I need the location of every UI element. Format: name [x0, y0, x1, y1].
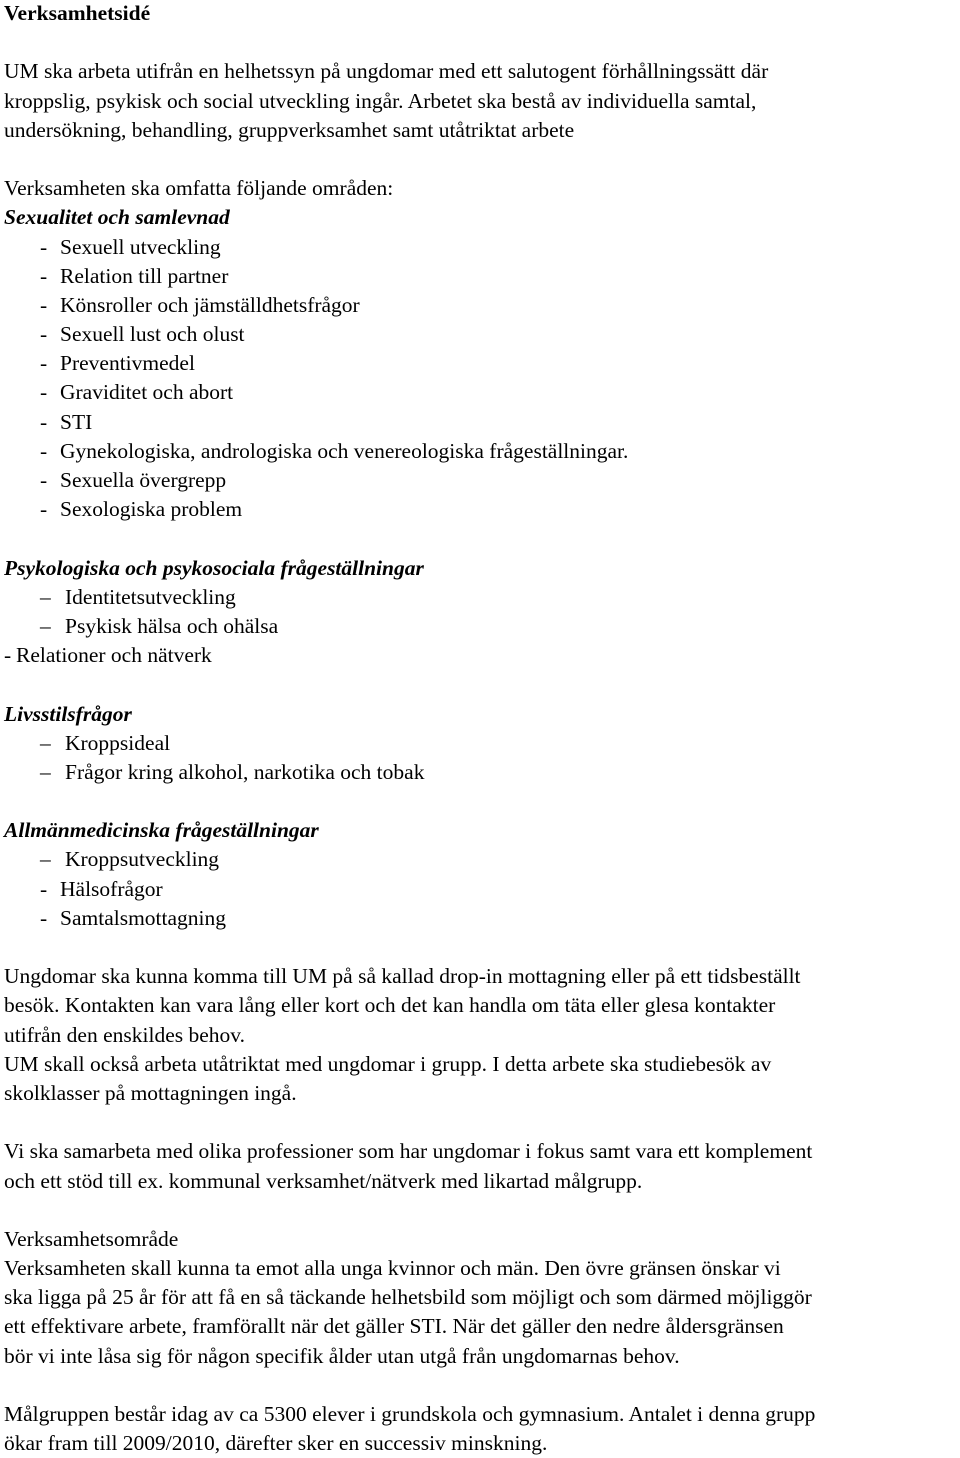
paragraph-line: Ungdomar ska kunna komma till UM på så kallad drop-in mottagning eller på ett tidsbeställt — [4, 964, 801, 989]
area-title: Verksamhetsområde — [4, 1226, 179, 1251]
section-heading: Allmänmedicinska frågeställningar — [4, 818, 319, 843]
spacer — [4, 1108, 960, 1137]
list-item — [4, 729, 960, 758]
spacer — [4, 524, 960, 553]
list-item — [4, 466, 960, 495]
paragraph-line: ökar fram till 2009/2010, därefter sker en successiv minskning. — [4, 1431, 548, 1456]
list-item-text: Samtalsmottagning — [60, 905, 227, 930]
paragraph-line: ska ligga på 25 år för att få en så täckande helhetsbild som möjligt och som därmed möjliggör — [4, 1285, 812, 1310]
paragraph-line: Verksamheten skall kunna ta emot alla unga kvinnor och män. Den övre gränsen önskar vi — [4, 1256, 781, 1281]
paragraph-line: Vi ska samarbeta med olika professioner som har ungdomar i fokus samt vara ett komplement — [4, 1139, 813, 1164]
section-heading: Psykologiska och psykosociala frågeställningar — [4, 555, 424, 580]
paragraph-line: Målgruppen består idag av ca 5300 elever i grundskola och gymnasium. Antalet i denna grupp — [4, 1402, 816, 1426]
list-item — [4, 320, 960, 349]
paragraph-line: undersökning, behandling, gruppverksamhet samt utåtriktat arbete — [4, 117, 575, 142]
spacer — [4, 787, 960, 816]
list-item-text: Sexuell lust och olust — [60, 322, 245, 347]
list-dash: - — [40, 876, 48, 901]
section-sexualitet — [4, 203, 960, 524]
target-paragraph — [4, 1400, 960, 1458]
cooperation-paragraph — [4, 1137, 960, 1195]
paragraph-line: besök. Kontakten kan vara lång eller kort och det kan handla om täta eller glesa kontakter — [4, 993, 776, 1018]
paragraph-line: utifrån den enskildes behov. — [4, 1022, 246, 1047]
paragraph-line: skolklasser på mottagningen ingå. — [4, 1080, 297, 1105]
list-item-text: Frågor kring alkohol, narkotika och tobak — [65, 759, 425, 784]
list-dash: – — [40, 730, 51, 755]
section-heading: Livsstilsfrågor — [4, 701, 132, 726]
list-item — [4, 408, 960, 437]
list-item — [4, 291, 960, 320]
spacer — [4, 28, 960, 57]
list-item-text: STI — [60, 409, 93, 434]
spacer — [4, 933, 960, 962]
section-allmanmedicinska — [4, 816, 960, 933]
list-item — [4, 349, 960, 378]
section-heading: Sexualitet och samlevnad — [4, 205, 230, 230]
list-dash: - — [40, 263, 48, 288]
list-dash: - — [40, 234, 48, 259]
spacer — [4, 670, 960, 699]
list-item-text: Sexuell utveckling — [60, 234, 221, 259]
section-psykologiska — [4, 554, 960, 671]
list-item — [4, 378, 960, 407]
list-item — [4, 612, 960, 641]
list-dash: – — [40, 613, 51, 638]
list-item — [4, 904, 960, 933]
list-dash: – — [40, 847, 51, 872]
list-item — [4, 495, 960, 524]
list-item — [4, 845, 960, 874]
list-dash: – — [40, 584, 51, 609]
list-dash: - — [40, 438, 48, 463]
list-item-text: Preventivmedel — [60, 351, 195, 376]
list-item — [4, 262, 960, 291]
paragraph-line: UM ska arbeta utifrån en helhetssyn på ungdomar med ett salutogent förhållningssätt där — [4, 59, 769, 84]
document-page — [4, 0, 960, 1458]
document-title: Verksamhetsidé — [4, 1, 151, 25]
spacer — [4, 145, 960, 174]
list-item-text: Könsroller och jämställdhetsfrågor — [60, 292, 360, 317]
list-item-text: Relation till partner — [60, 263, 229, 288]
spacer — [4, 1196, 960, 1225]
spacer — [4, 1371, 960, 1400]
paragraph-line: och ett stöd till ex. kommunal verksamhet/nätverk med likartad målgrupp. — [4, 1168, 643, 1193]
paragraph-line: bör vi inte låsa sig för någon specifik ålder utan utgå från ungdomarnas behov. — [4, 1343, 680, 1368]
list-item-text: Hälsofrågor — [60, 876, 163, 901]
list-item-text: Kroppsutveckling — [65, 847, 220, 872]
list-item — [4, 437, 960, 466]
list-item-text: Sexuella övergrepp — [60, 468, 227, 492]
paragraph-line: ett effektivare arbete, framförallt när det gäller STI. När det gäller den nedre åldersgränsen — [4, 1314, 784, 1339]
list-dash: - — [40, 351, 48, 376]
list-item — [4, 233, 960, 262]
list-dash: - — [40, 905, 48, 930]
list-dash: - — [4, 643, 12, 668]
dropin-paragraph — [4, 962, 960, 1108]
list-dash: - — [40, 292, 48, 317]
list-item-text: Identitetsutveckling — [65, 584, 236, 609]
paragraph-line: kroppslig, psykisk och social utveckling ingår. Arbetet ska bestå av individuella samtal, — [4, 88, 757, 113]
list-dash: – — [40, 759, 51, 784]
list-dash: - — [40, 409, 48, 434]
list-item-text: Sexologiska problem — [60, 497, 243, 522]
list-item-text: Graviditet och abort — [60, 380, 234, 405]
list-dash: - — [40, 380, 48, 405]
list-dash: - — [40, 468, 48, 492]
list-item — [4, 875, 960, 904]
list-item-text: Gynekologiska, andrologiska och venereologiska frågeställningar. — [60, 438, 629, 463]
list-item — [4, 758, 960, 787]
intro-paragraph — [4, 57, 960, 145]
section-livsstil — [4, 700, 960, 788]
list-item — [4, 583, 960, 612]
areas-intro: Verksamheten ska omfatta följande områden: — [4, 176, 394, 201]
list-item-text: Relationer och nätverk — [16, 643, 212, 668]
list-dash: - — [40, 322, 48, 347]
list-dash: - — [40, 497, 48, 522]
list-item — [4, 641, 960, 670]
paragraph-line: UM skall också arbeta utåtriktat med ungdomar i grupp. I detta arbete ska studiebesök av — [4, 1051, 772, 1076]
list-item-text: Psykisk hälsa och ohälsa — [65, 613, 279, 638]
list-item-text: Kroppsideal — [65, 730, 171, 755]
area-paragraph — [4, 1254, 960, 1371]
